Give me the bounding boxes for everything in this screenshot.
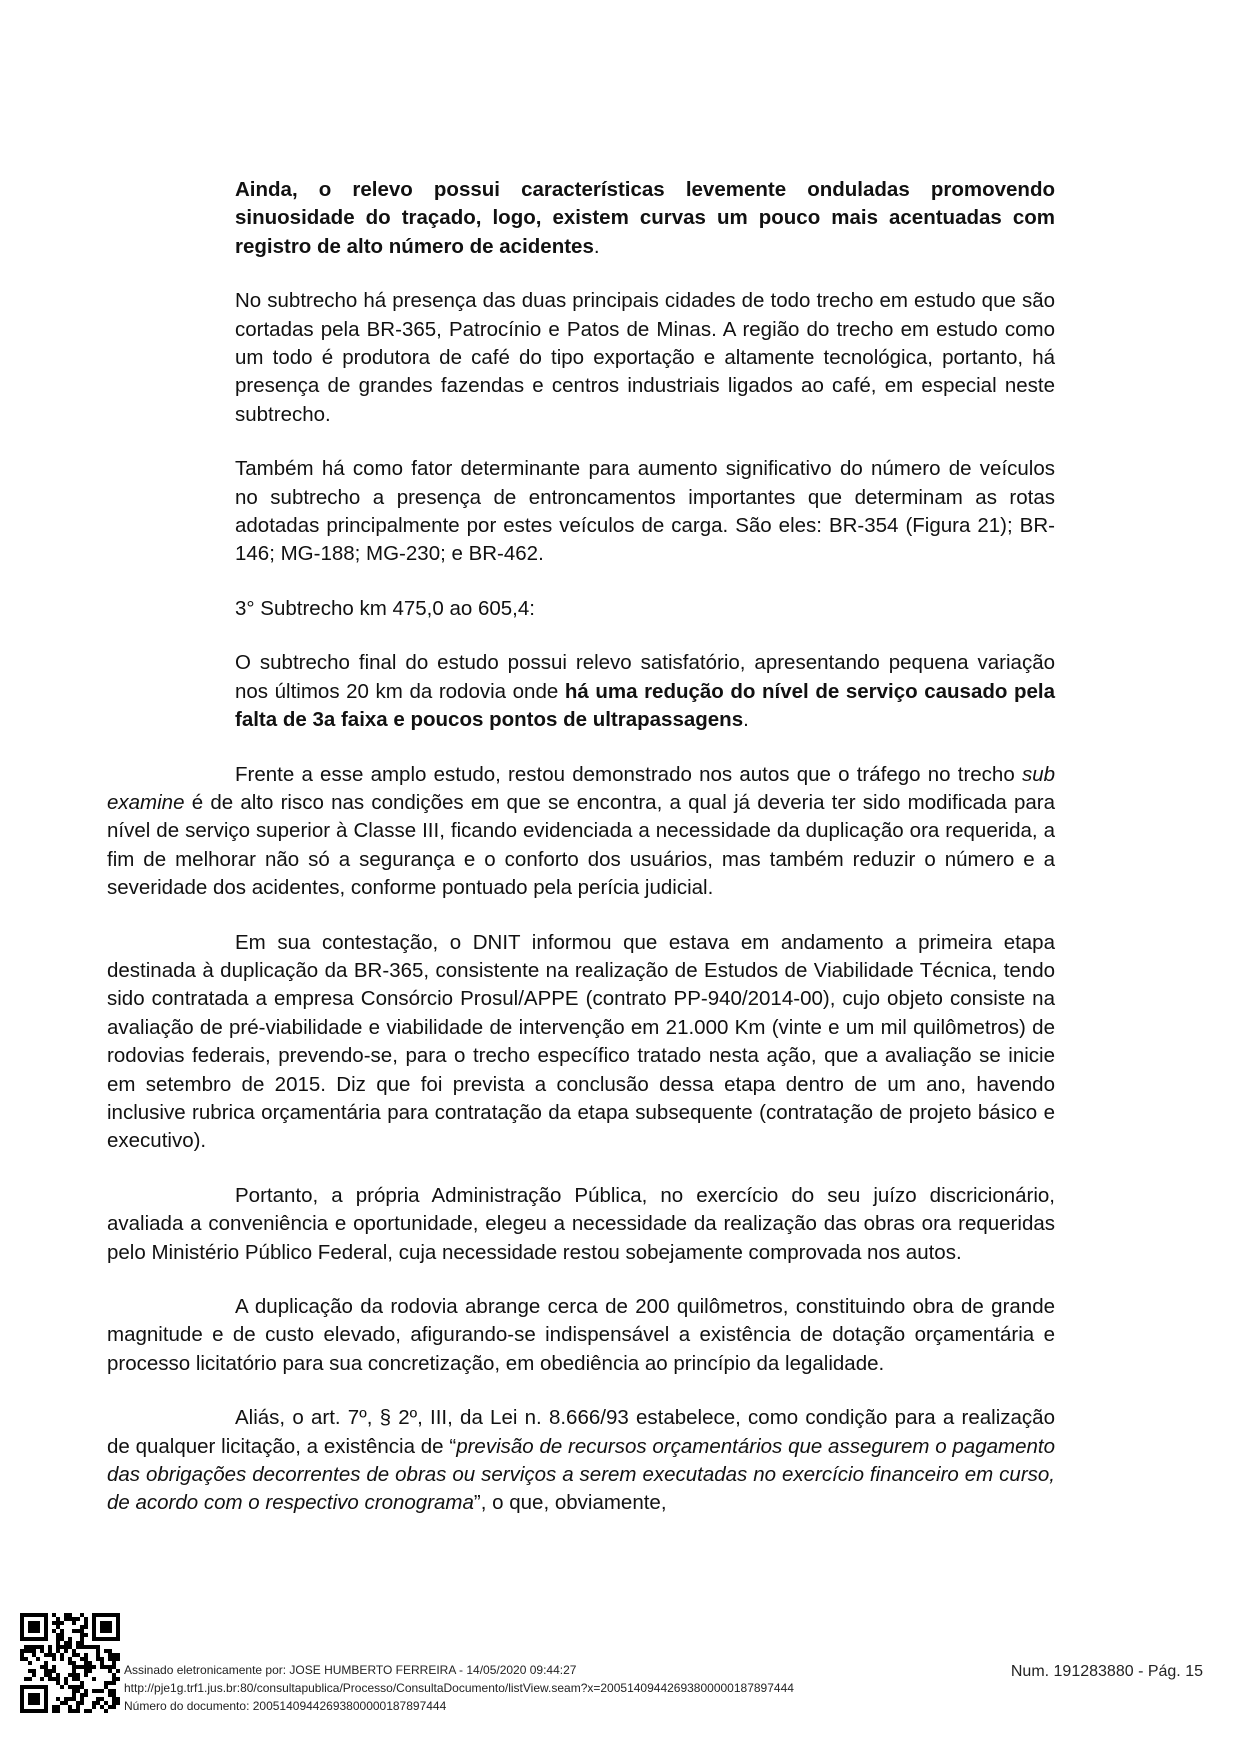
text-segment: ”, o que, obviamente,	[473, 1491, 667, 1515]
quote-paragraph	[235, 455, 1055, 569]
text-segment: Portanto, a própria Administração Pública, no exercício do seu juízo discricionário, avaliada a conveniência e oportunidade, elegeu a necessidade da realização das obras ora requeridas pelo Ministério Público Federal, cuja necessidade restou sobejamente comprovada nos autos.	[107, 1183, 1055, 1264]
text-segment: A duplicação da rodovia abrange cerca de 200 quilômetros, constituindo obra de grande magnitude e de custo elevado, afigurando-se indispensável a existência de dotação orçamentária e processo licitatório para sua concretização, em obediência ao princípio da legalidade.	[107, 1295, 1055, 1375]
text-segment: 3° Subtrecho km 475,0 ao 605,4:	[235, 596, 535, 620]
text-segment: .	[593, 234, 600, 258]
text-segment: sub examine	[107, 762, 1055, 814]
page-number: Num. 191283880 - Pág. 15	[1010, 1663, 1203, 1680]
signature-footer	[0, 1613, 1240, 1743]
text-segment: No subtrecho há presença das duas principais cidades de todo trecho em estudo que são cortadas pela BR-365, Patrocínio e Patos de Minas. A região do trecho em estudo como um todo é produtora de café do tipo exportação e altamente tecnológica, portanto, há presença de grandes fazendas e centros industriais ligados ao café, em especial neste subtrecho.	[235, 289, 1055, 426]
text-segment: Frente a esse amplo estudo, restou demonstrado nos autos que o tráfego no trecho	[235, 762, 1022, 786]
document-number-line: Número do documento: 20051409442693800000187897444	[124, 1699, 447, 1713]
body-paragraph	[107, 1404, 1055, 1518]
signature-info	[124, 1661, 794, 1715]
text-segment: Também há como fator determinante para aumento significativo do número de veículos no subtrecho a presença de entroncamentos importantes que determinam as rotas adotadas principalmente por estes veículos de carga. São eles: BR-354 (Figura 21); BR-146; MG-188; MG-230; e BR-462.	[235, 457, 1055, 566]
text-segment: .	[743, 708, 749, 732]
text-segment: é de alto risco nas condições em que se encontra, a qual já deveria ter sido modificada para nível de serviço superior à Classe III, ficando evidenciada a necessidade da duplicação ora requerida, a fim de melhorar não só a segurança e o conforto dos usuários, mas também reduzir o número e a severidade dos acidentes, conforme pontuado pela perícia judicial.	[107, 790, 1055, 900]
quoted-study-excerpt	[107, 176, 1055, 735]
body-paragraph	[107, 929, 1055, 1156]
text-segment: Em sua contestação, o DNIT informou que estava em andamento a primeira etapa destinada à duplicação da BR-365, consistente na realização de Estudos de Viabilidade Técnica, tendo sido contratada a empresa Consórcio Prosul/APPE (contrato PP-940/2014-00), cujo objeto consiste na avaliação de pré-viabilidade e viabilidade de intervenção em 21.000 Km (vinte e um mil quilômetros) de rodovias federais, prevendo-se, para o trecho específico tratado nesta ação, que a avaliação se inicie em setembro de 2015. Diz que foi prevista a conclusão dessa etapa dentro de um ano, havendo inclusive rubrica orçamentária para contratação da etapa subsequente (contratação de projeto básico e executivo).	[107, 930, 1055, 1153]
quote-paragraph	[235, 649, 1055, 734]
body-paragraph	[107, 1182, 1055, 1267]
text-segment: Aliás, o art. 7º, § 2º, III, da Lei n. 8.666/93 estabelece, como condição para a realização de qualquer licitação, a existência de “	[107, 1406, 1055, 1458]
quote-paragraph	[235, 176, 1055, 261]
text-segment: O subtrecho final do estudo possui relevo satisfatório, apresentando pequena variação nos últimos 20 km da rodovia onde	[235, 651, 1055, 703]
verification-url[interactable]: http://pje1g.trf1.jus.br:80/consultapublica/Processo/ConsultaDocumento/listView.seam?x=20051409442693800000187897444	[124, 1681, 794, 1695]
signed-by-line: Assinado eletronicamente por: JOSE HUMBERTO FERREIRA - 14/05/2020 09:44:27	[124, 1663, 577, 1677]
text-segment: previsão de recursos orçamentários que assegurem o pagamento das obrigações decorrentes de obras ou serviços a serem executadas no exercício financeiro em curso, de acordo com o respectivo cronograma	[107, 1434, 1055, 1515]
qr-code-icon[interactable]	[20, 1613, 120, 1713]
decision-text	[107, 761, 1055, 1518]
text-segment: Ainda, o relevo possui características levemente onduladas promovendo sinuosidade do traçado, logo, existem curvas um pouco mais acentuadas com registro de alto número de acidentes	[235, 178, 1055, 258]
quote-subheading	[235, 595, 1055, 623]
body-paragraph	[107, 1293, 1055, 1378]
document-body	[107, 176, 1055, 1544]
body-paragraph	[107, 761, 1055, 903]
text-segment: há uma redução do nível de serviço causado pela falta de 3a faixa e poucos pontos de ultrapassagens	[235, 679, 1055, 732]
quote-paragraph	[235, 287, 1055, 429]
